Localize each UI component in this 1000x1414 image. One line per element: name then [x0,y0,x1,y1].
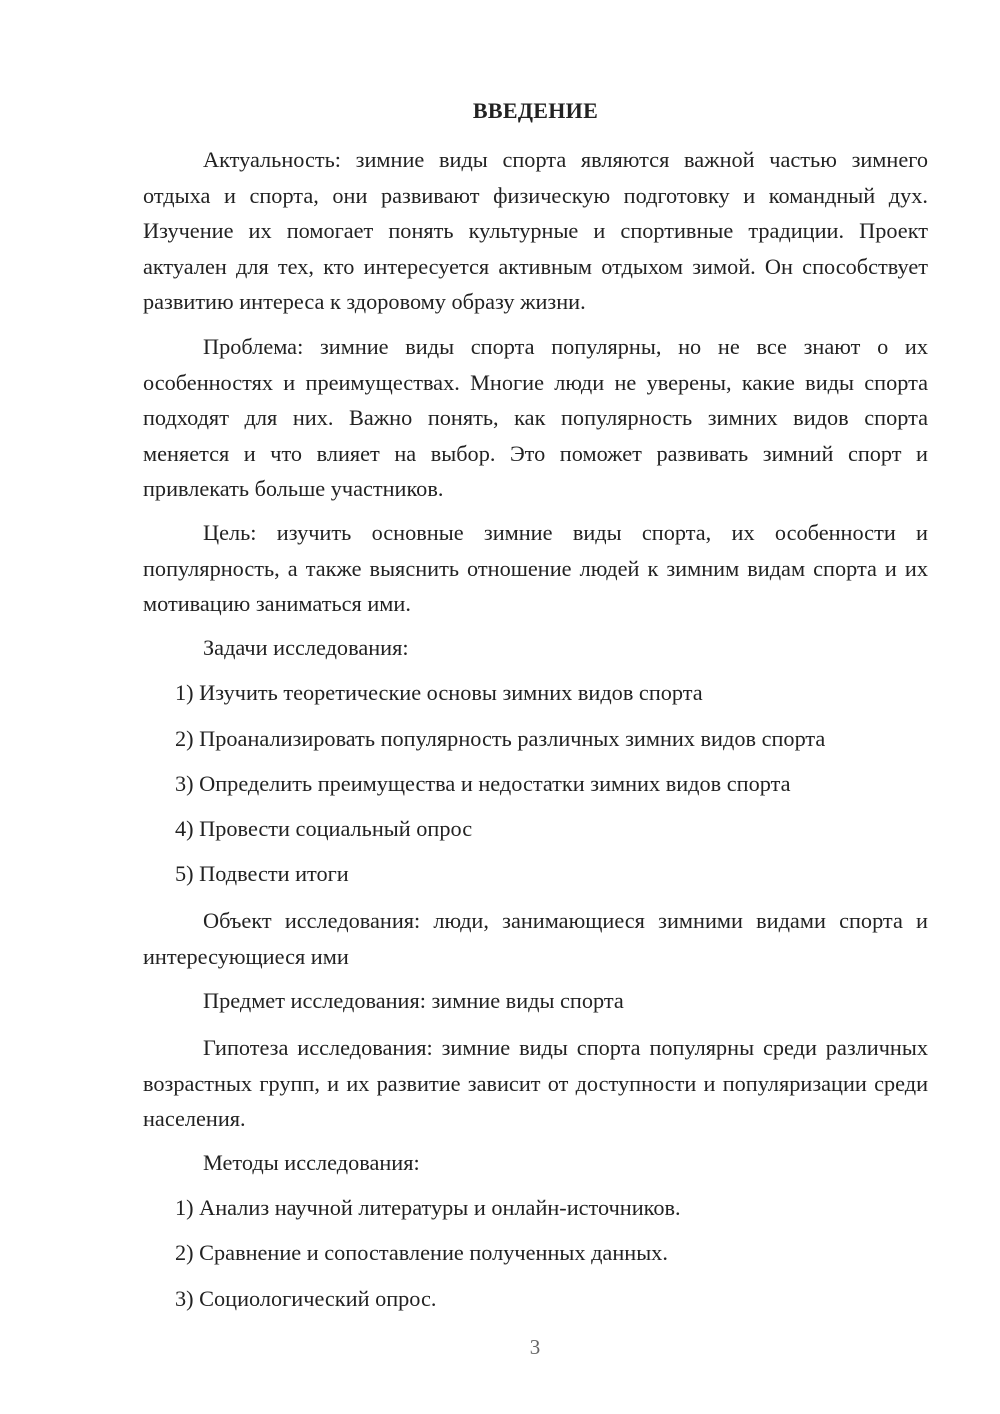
object-paragraph: Объект исследования: люди, занимающиеся зимними видами спорта и интересующиеся ими [143,908,928,969]
page-number: 3 [529,1335,541,1359]
task-item-3: 3) Определить преимущества и недостатки зимних видов спорта [175,771,791,796]
method-item-2: 2) Сравнение и сопоставление полученных данных. [175,1240,668,1265]
methods-heading: Методы исследования: [203,1150,420,1175]
method-item-1: 1) Анализ научной литературы и онлайн-источников. [175,1195,681,1220]
tasks-heading: Задачи исследования: [203,635,409,660]
goal-paragraph: Цель: изучить основные зимние виды спорта, их особенности и популярность, а также выяснить отношение людей к зимним видам спорта и их мотивацию заниматься ими. [143,520,928,616]
problem-paragraph: Проблема: зимние виды спорта популярны, но не все знают о их особенностях и преимуществах. Многие люди не уверены, какие виды спорта подходят для них. Важно понять, как популярность зимних видов спорта меняется и что влияет на выбор. Это поможет развивать зимний спорт и привлекать больше участников. [143,334,928,501]
task-item-5: 5) Подвести итоги [175,861,349,886]
task-item-2: 2) Проанализировать популярность различных зимних видов спорта [175,726,826,751]
method-item-3: 3) Социологический опрос. [175,1286,437,1311]
section-title: ВВЕДЕНИЕ [472,98,599,123]
task-item-1: 1) Изучить теоретические основы зимних видов спорта [175,680,703,705]
subject-paragraph: Предмет исследования: зимние виды спорта [203,988,624,1013]
hypothesis-paragraph: Гипотеза исследования: зимние виды спорта популярны среди различных возрастных групп, и их развитие зависит от доступности и популяризации среди населения. [143,1035,928,1131]
task-item-4: 4) Провести социальный опрос [175,816,473,841]
relevance-paragraph: Актуальность: зимние виды спорта являются важной частью зимнего отдыха и спорта, они развивают физическую подготовку и командный дух. Изучение их помогает понять культурные и спортивные традиции. Проект актуален для тех, кто интересуется активным отдыхом зимой. Он способствует развитию интереса к здоровому образу жизни. [143,147,928,314]
